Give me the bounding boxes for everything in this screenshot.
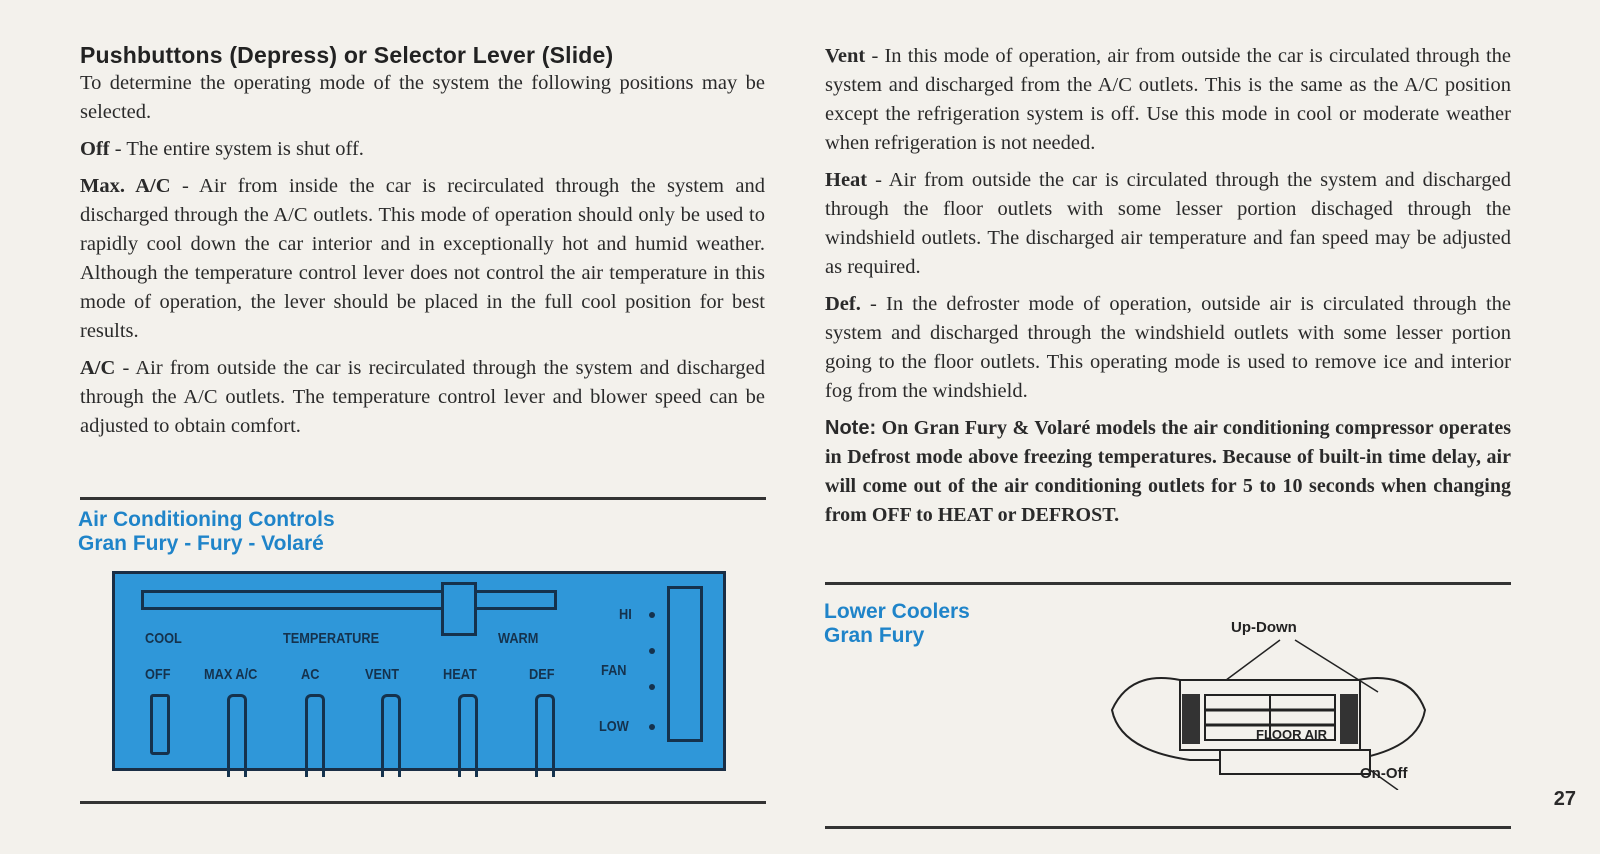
floor-air-label: FLOOR AIR: [1256, 727, 1328, 742]
ac-control-panel-figure: [112, 571, 726, 771]
mode-off: Off - The entire system is shut off.: [80, 138, 364, 160]
low-label: LOW: [599, 718, 629, 735]
page-number: 27: [1553, 788, 1576, 810]
fan-dot: [649, 684, 655, 690]
fan-switch: [667, 586, 703, 742]
fan-dot: [649, 724, 655, 730]
note: Note: On Gran Fury & Volaré models the air conditioning compressor operates in Defrost mode above freezing temperatures. Because of built-in time delay, air will come out of the air conditioning outlets for 5 to 10 seconds when changing from OFF to HEAT or DEFROST.: [825, 417, 1511, 526]
ac-pushbutton: [305, 694, 325, 777]
fan-dot: [649, 612, 655, 618]
up-down-label: Up-Down: [1231, 619, 1297, 636]
temperature-label: TEMPERATURE: [283, 630, 380, 647]
button-label: DEF: [529, 666, 555, 683]
hi-label: HI: [619, 606, 632, 623]
max-ac-pushbutton: [227, 694, 247, 777]
divider: [80, 801, 766, 804]
def-pushbutton: [535, 694, 555, 777]
temperature-slider-lever: [441, 582, 477, 636]
button-label: MAX A/C: [204, 666, 258, 683]
button-label: OFF: [145, 666, 171, 683]
lower-cooler-figure: [1100, 610, 1440, 790]
button-label: VENT: [365, 666, 400, 683]
vent-pushbutton: [381, 694, 401, 777]
left-column: [80, 42, 765, 449]
cooler-drawing: [1100, 610, 1440, 790]
temperature-slider-track: [141, 590, 557, 610]
mode-heat: Heat - Air from outside the car is circulated through the system and discharged through the floor outlets with some lesser portion dischaged through the windshield outlets. The discharged air temperature and fan speed may be adjusted as required.: [825, 169, 1511, 278]
figure-caption: Air Conditioning Controls Gran Fury - Fury - Volaré: [78, 508, 335, 555]
mode-vent: Vent - In this mode of operation, air from outside the car is circulated through the system and discharged from the A/C outlets. This is the same as the A/C position except the refrigeration system is off. Use this mode in cool or moderate weather when refrigeration is not needed.: [825, 45, 1511, 154]
fan-dot: [649, 648, 655, 654]
heat-pushbutton: [458, 694, 478, 777]
section-heading: Pushbuttons (Depress) or Selector Lever (Slide): [80, 42, 614, 68]
mode-ac: A/C - Air from outside the car is recirculated through the system and discharged through the A/C outlets. The temperature control lever and blower speed can be adjusted to obtain comfort.: [80, 357, 765, 437]
button-label: HEAT: [443, 666, 477, 683]
divider: [80, 497, 766, 500]
mode-def: Def. - In the defroster mode of operation, outside air is circulated through the system and discharged through the windshield outlets with some lesser portion going to the floor outlets. This operating mode is used to remove ice and interior fog from the windshield.: [825, 293, 1511, 402]
fan-label: FAN: [601, 662, 627, 679]
divider: [825, 582, 1511, 585]
figure-caption: Lower Coolers Gran Fury: [824, 600, 970, 647]
divider: [825, 826, 1511, 829]
mode-max-ac: Max. A/C - Air from inside the car is recirculated through the system and discharged through the A/C outlets. This mode of operation should only be used to rapidly cool down the car interior and in exceptionally hot and humid weather. Although the temperature control lever does not control the air temperature in this mode of operation, the lever should be placed in the full cool position for best results.: [80, 175, 765, 342]
off-pushbutton: [150, 694, 170, 755]
intro-paragraph: To determine the operating mode of the system the following positions may be selected.: [80, 72, 765, 123]
warm-label: WARM: [498, 630, 539, 647]
on-off-label: On-Off: [1360, 765, 1408, 782]
right-column: [825, 42, 1511, 538]
cool-label: COOL: [145, 630, 182, 647]
button-label: AC: [301, 666, 320, 683]
